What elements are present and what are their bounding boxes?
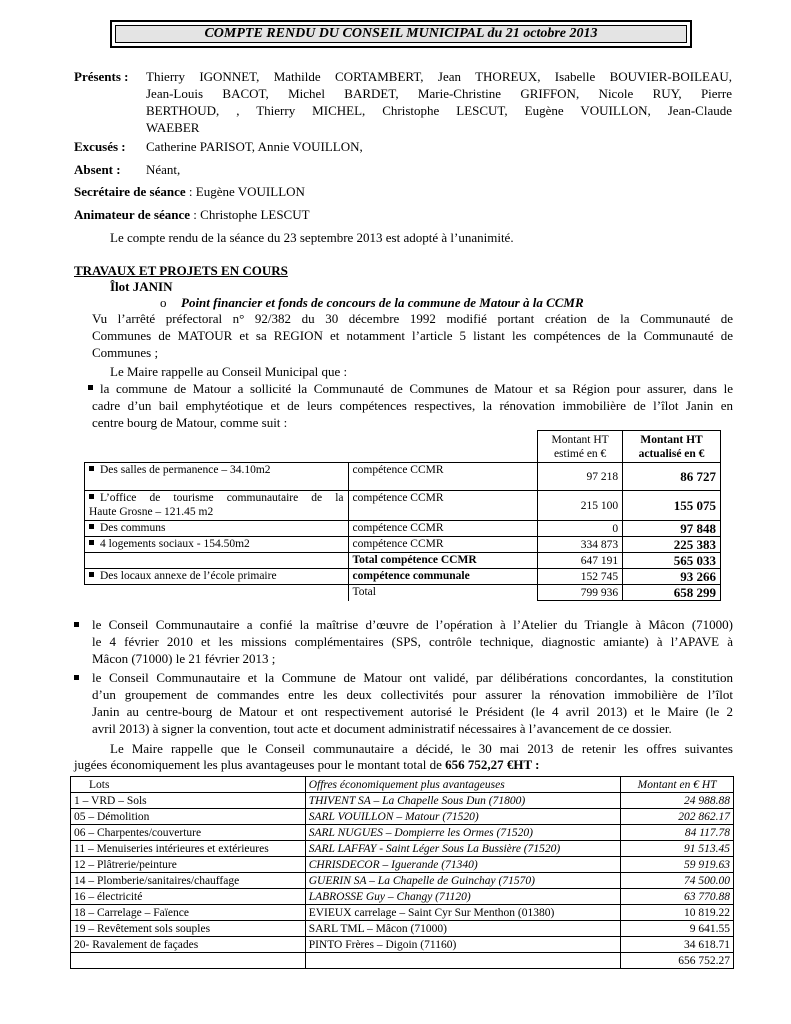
point-bullet: o [160,295,167,310]
table-header-row [85,431,721,463]
table-row: 16 – électricité LABROSSE Guy – Changy (71120) 63 770.88 [71,889,734,905]
secretaire-line [74,184,305,200]
secretaire-value: : Eugène VOUILLON [185,184,305,199]
bullet-square-icon [88,385,93,390]
rappel2-line: Le Maire rappelle que le Conseil communautaire a décidé, le 30 mai 2013 de retenir les offres suivantes [110,741,733,756]
bullet-line: le Conseil Communautaire a confié la maîtrise d’œuvre de l’opération à l’Atelier du Triangle à Mâcon (71000) [92,617,733,632]
animateur-line [74,207,310,223]
animateur-value: : Christophe LESCUT [190,207,310,222]
presents-label: Présents : [74,69,129,84]
table-row: 05 – Démolition SARL VOUILLON – Matour (71520) 202 862.17 [71,809,734,825]
presents-list [146,69,732,137]
lots-total: 656 752.27 [621,953,734,969]
arrete-paragraph [92,311,733,362]
bullet-line: cadre d’un bail emphytéotique et de leurs compétences respectives, la rénovation immobilière de l’îlot Janin en [92,398,733,413]
table-header-row: Lots Offres économiquement plus avantageuses Montant en € HT [71,777,734,793]
arrete-line: Communes ; [92,345,159,360]
bullet-line: le Conseil Communautaire et la Commune de Matour ont validé, par délibérations concordantes, la constitution [92,670,733,685]
table-row: 19 – Revêtement sols souples SARL TML – Mâcon (71000) 9 641.55 [71,921,734,937]
bullet-line: Mâcon (71000) le 21 février 2013 ; [92,651,276,666]
subsection-title: Îlot JANIN [110,279,173,294]
rappel2-total: 656 752,27 €HT : [445,757,540,772]
table-row: 1 – VRD – Sols THIVENT SA – La Chapelle Sous Dun (71800) 24 988.88 [71,793,734,809]
bullet-square-icon [89,466,94,471]
bullet-paragraph [92,670,733,738]
lots-table [70,776,734,969]
table-row: L’office de tourisme communautaire de la Haute Grosne – 121.45 m2 compétence CCMR 215 100 155 075 [85,491,721,521]
table-row: 4 logements sociaux - 154.50m2 compétence CCMR 334 873 225 383 [85,537,721,553]
header-estime: Montant HT estimé en € [538,431,623,463]
bullet-paragraph [92,617,733,668]
bullet-paragraph-cont [92,398,733,432]
section-title: TRAVAUX ET PROJETS EN COURS [74,263,288,278]
bullet-square-icon [89,572,94,577]
bullet-square-icon [74,622,79,627]
table-row: Des locaux annexe de l’école primaire compétence communale 152 745 93 266 [85,569,721,585]
presents-line: WAEBER [146,120,200,135]
financial-table [84,430,721,601]
table-row: 06 – Charpentes/couverture SARL NUGUES – Dompierre les Ormes (71520) 84 117.78 [71,825,734,841]
absent-label: Absent : [74,162,121,177]
table-row: Des salles de permanence – 34.10m2 compétence CCMR 97 218 86 727 [85,463,721,491]
table-row: 12 – Plâtrerie/peinture CHRISDECOR – Iguerande (71340) 59 919.63 [71,857,734,873]
table-row: 18 – Carrelage – Faïence EVIEUX carrelage – Saint Cyr Sur Menthon (01380) 10 819.22 [71,905,734,921]
table-total-row: Total 799 936 658 299 [85,585,721,601]
arrete-line: Vu l’arrêté préfectoral n° 92/382 du 30 décembre 1992 modifié portant création de la Communauté de [92,311,733,326]
rappel-text: Le Maire rappelle au Conseil Municipal que : [110,364,348,379]
presents-line: Jean-Louis BACOT, Michel BARDET, Marie-Christine GRIFFON, Nicole RUY, Pierre [146,86,732,101]
rappel2-line: jugées économiquement les plus avantageuses pour le montant total de 656 752,27 €HT : [74,757,540,772]
table-total-row [71,953,734,969]
bullet-line: Janin au centre-bourg de Matour et ont respectivement autorisé le Président (le 4 avril 2013) et le Maire (le 2 [92,704,733,719]
header-actualise: Montant HT actualisé en € [623,431,721,463]
presents-line: BERTHOUD, , Thierry MICHEL, Christophe LESCUT, Eugène VOUILLON, Jean-Claude [146,103,732,118]
table-row: Des communs compétence CCMR 0 97 848 [85,521,721,537]
table-row: 11 – Menuiseries intérieures et extérieures SARL LAFFAY - Saint Léger Sous La Bussière (71520) 91 513.45 [71,841,734,857]
table-row: 14 – Plomberie/sanitaires/chauffage GUERIN SA – La Chapelle de Guinchay (71570) 74 500.00 [71,873,734,889]
bullet-paragraph [100,381,733,398]
bullet-line: d’un groupement de commandes entre les deux collectivités pour assurer la rénovation immobilière de l’îlot [92,687,733,702]
adoption-text: Le compte rendu de la séance du 23 septembre 2013 est adopté à l’unanimité. [110,230,514,245]
bullet-square-icon [89,540,94,545]
excuses-label: Excusés : [74,139,126,154]
excuses-value: Catherine PARISOT, Annie VOUILLON, [146,139,363,154]
animateur-label: Animateur de séance [74,207,191,222]
title-box [110,20,692,48]
bullet-square-icon [89,494,94,499]
secretaire-label: Secrétaire de séance [74,184,186,199]
document-title: COMPTE RENDU DU CONSEIL MUNICIPAL du 21 octobre 2013 [115,25,687,43]
bullet-line: la commune de Matour a sollicité la Communauté de Communes de Matour et sa Région pour assurer, dans le [100,381,733,396]
bullet-line: centre bourg de Matour, comme suit : [92,415,288,430]
bullet-line: le 4 février 2010 et les missions complémentaires (SPS, contrôle technique, diagnostic amiante) à l’APAVE à [92,634,733,649]
bullet-line: avril 2013) à signer la convention, tout acte et document administratif nécessaires à l’avancement de ce dossier. [92,721,672,736]
bullet-square-icon [89,524,94,529]
arrete-line: Communes de MATOUR et sa REGION et notamment l’article 5 listant les compétences de la Communauté de [92,328,733,343]
absent-value: Néant, [146,162,181,177]
table-row: Total compétence CCMR 647 191 565 033 [85,553,721,569]
point-title: Point financier et fonds de concours de la commune de Matour à la CCMR [181,295,584,310]
table-row: 20- Ravalement de façades PINTO Frères – Digoin (71160) 34 618.71 [71,937,734,953]
presents-line: Thierry IGONNET, Mathilde CORTAMBERT, Jean THOREUX, Isabelle BOUVIER-BOILEAU, [146,69,732,84]
bullet-square-icon [74,675,79,680]
